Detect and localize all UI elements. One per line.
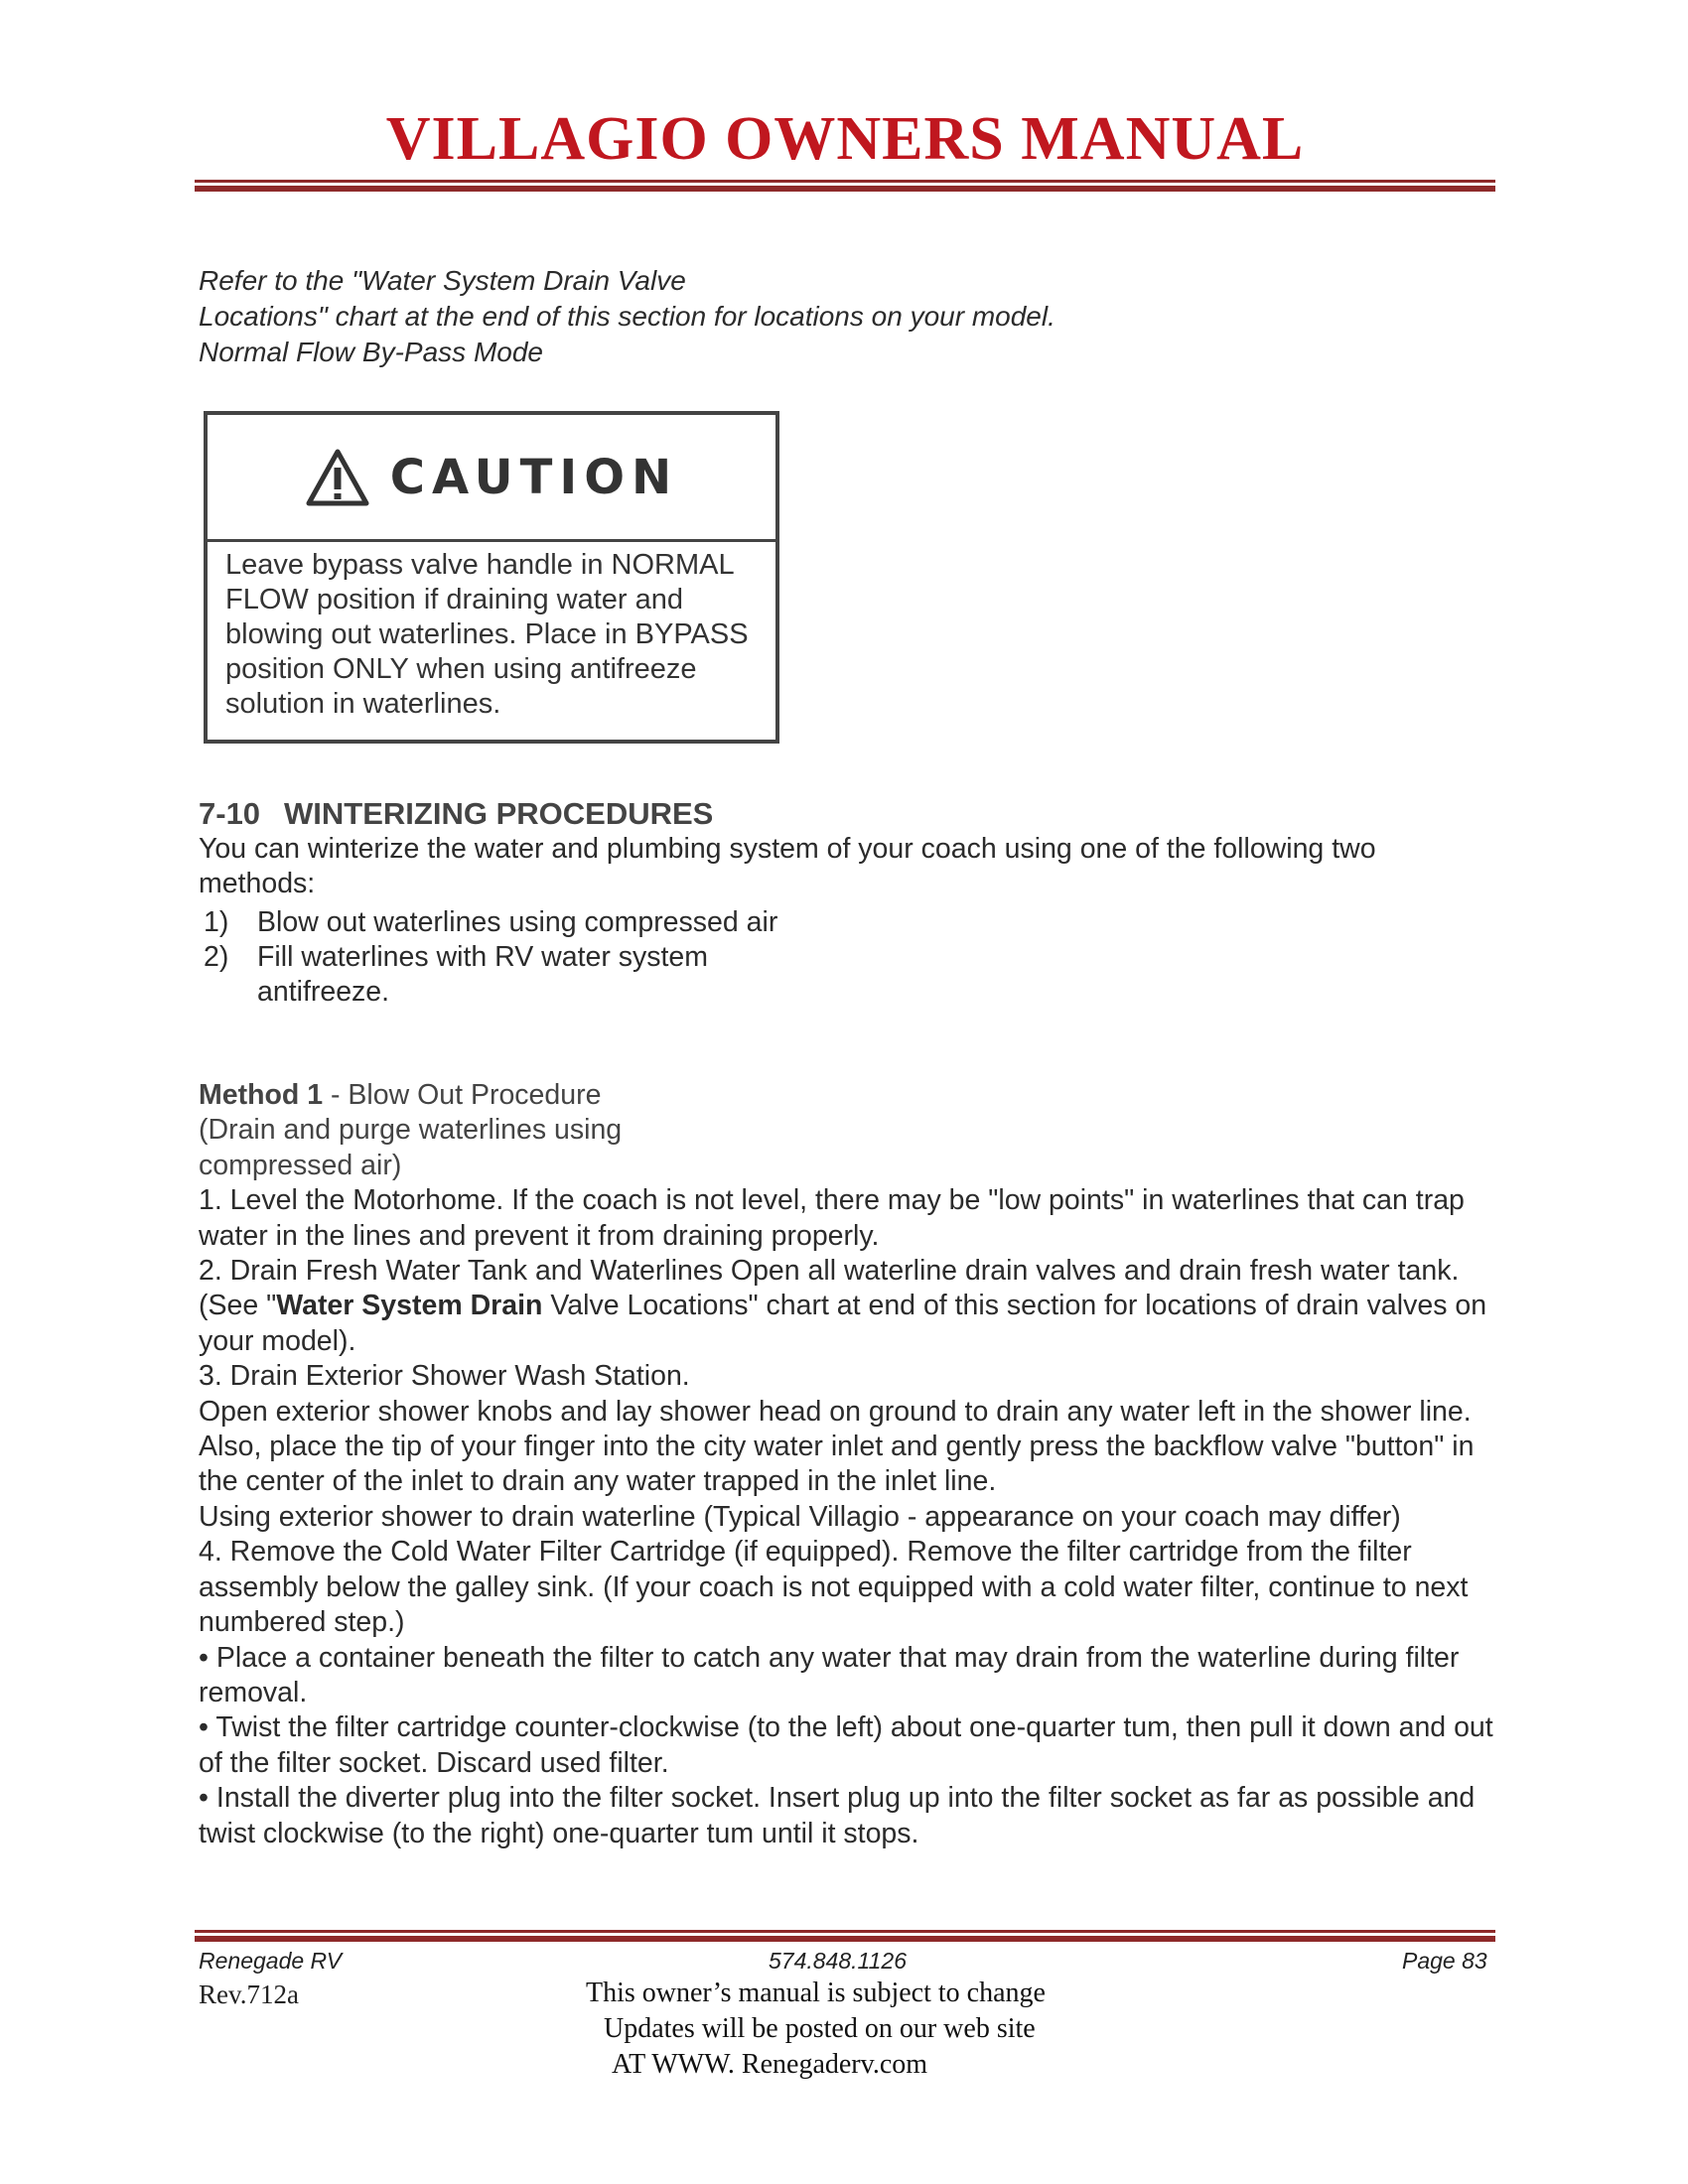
- caution-line: FLOW position if draining water and: [225, 584, 683, 615]
- step-3: 3. Drain Exterior Shower Wash Station.: [199, 1360, 690, 1393]
- notice-line: This owner’s manual is subject to change: [586, 1978, 1046, 2008]
- caution-line: blowing out waterlines. Place in BYPASS: [225, 618, 749, 650]
- methods-list: [204, 905, 819, 1010]
- step-3-caption: Using exterior shower to drain waterline (Typical Villagio - appearance on your coach may differ): [199, 1500, 1401, 1533]
- caution-label: CAUTION: [389, 449, 679, 505]
- section-number: 7-10: [199, 796, 261, 831]
- footer-notice: [586, 1976, 1102, 2083]
- footer-page-number: Page 83: [1402, 1948, 1487, 1974]
- page-title: VILLAGIO OWNERS MANUAL: [385, 105, 1305, 173]
- step-3-body: Open exterior shower knobs and lay shower head on ground to drain any water left in the shower line. Also, place the tip of your finger into the city water inlet and gently press the backflow valve "button" in the center of the inlet to drain any water trapped in the inlet line.: [199, 1395, 1475, 1498]
- list-marker: 2): [204, 941, 229, 973]
- section-title: WINTERIZING PROCEDURES: [284, 796, 714, 831]
- bullet-item: • Place a container beneath the filter to catch any water that may drain from the waterline during filter removal.: [199, 1641, 1460, 1708]
- intro-line: Normal Flow By-Pass Mode: [199, 337, 543, 367]
- caution-header: [208, 415, 775, 542]
- list-item-text: Blow out waterlines using compressed air: [257, 906, 778, 938]
- caution-line: Leave bypass valve handle in NORMAL: [225, 549, 735, 581]
- bullet-item: • Install the diverter plug into the filter socket. Insert plug up into the filter socket as far as possible and twist clockwise (to the right) one-quarter tum until it stops.: [199, 1782, 1476, 1849]
- method-1-section: [199, 1078, 1499, 1851]
- caution-line: position ONLY when using antifreeze: [225, 653, 697, 685]
- section-intro: You can winterize the water and plumbing system of your coach using one of the following two methods:: [199, 833, 1376, 900]
- notice-line: AT WWW. Renegaderv.com: [612, 2049, 928, 2080]
- method-label: Method 1: [199, 1079, 324, 1111]
- notice-line: Updates will be posted on our web site: [604, 2013, 1036, 2044]
- step-4: 4. Remove the Cold Water Filter Cartridge (if equipped). Remove the filter cartridge from the filter assembly below the galley sink. (If your coach is not equipped with a cold water filter, continue to next numbered step.): [199, 1536, 1469, 1639]
- method-subtitle: (Drain and purge waterlines using: [199, 1114, 623, 1147]
- warning-triangle-icon: [305, 448, 370, 507]
- list-item: [204, 940, 819, 1010]
- step-2-bold: Water System Drain: [276, 1290, 543, 1322]
- header-divider: [195, 180, 1495, 192]
- footer-divider: [195, 1930, 1495, 1942]
- list-marker: 1): [204, 906, 229, 938]
- bullet-item: • Twist the filter cartridge counter-clockwise (to the left) about one-quarter tum, then pull it down and out of the filter socket. Discard used filter.: [199, 1711, 1493, 1779]
- step-2-text: Valve Locations" chart at end of this section for locations of drain valves on your model).: [199, 1290, 1487, 1357]
- caution-box: [204, 411, 779, 744]
- footer-revision: Rev.712a: [199, 1979, 299, 2009]
- list-item-text: Fill waterlines with RV water system antifreeze.: [257, 941, 709, 1008]
- caution-line: solution in waterlines.: [225, 688, 501, 720]
- caution-text: [208, 542, 775, 722]
- method-subtitle: compressed air): [199, 1149, 402, 1181]
- intro-line: Locations" chart at the end of this section for locations on your model.: [199, 301, 1055, 332]
- intro-line: Refer to the "Water System Drain Valve: [199, 265, 686, 296]
- list-item: [204, 905, 819, 940]
- step-2: [199, 1254, 1499, 1359]
- intro-text: [199, 263, 1390, 370]
- method-title: - Blow Out Procedure: [323, 1079, 602, 1111]
- footer-company: Renegade RV: [199, 1948, 343, 1974]
- step-1: 1. Level the Motorhome. If the coach is not level, there may be "low points" in waterlines that can trap water in the lines and prevent it from draining properly.: [199, 1184, 1465, 1252]
- section-heading: [199, 796, 713, 832]
- step-2-text: 2. Drain Fresh Water Tank and Waterlines Open all waterline drain valves and drain fresh water tank. (See ": [199, 1255, 1460, 1322]
- footer-phone: 574.848.1126: [769, 1948, 907, 1974]
